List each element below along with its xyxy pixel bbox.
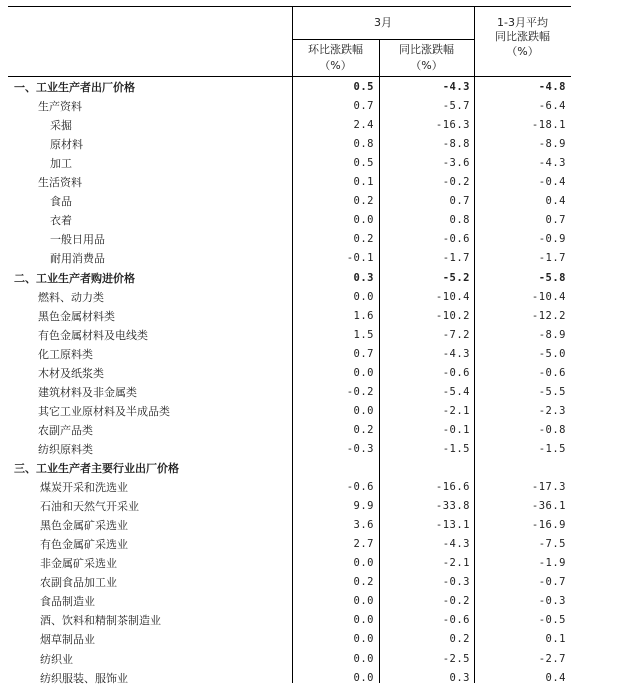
mom-value: 0.0: [353, 214, 374, 227]
table-row: [8, 669, 575, 688]
header-yoy: 同比涨跌幅: [399, 43, 454, 56]
avg-value: -0.5: [538, 614, 566, 627]
mom-value: 1.6: [353, 309, 374, 322]
yoy-value: -33.8: [435, 500, 470, 513]
yoy-value: -10.2: [435, 309, 470, 322]
mom-value: 0.0: [353, 671, 374, 684]
row-label: 一般日用品: [50, 233, 105, 247]
table-row: [8, 573, 575, 592]
avg-value: -5.0: [538, 347, 566, 360]
table-row: [8, 154, 575, 173]
table-row: [8, 459, 575, 478]
row-label: 化工原料类: [38, 347, 93, 361]
yoy-value: -1.5: [442, 442, 470, 455]
header-bottom-border: [8, 76, 571, 77]
table-row: [8, 288, 575, 307]
yoy-value: -2.5: [442, 652, 470, 665]
row-label: 其它工业原材料及半成品类: [38, 404, 170, 418]
yoy-value: -5.7: [442, 100, 470, 113]
mom-value: 0.8: [353, 138, 374, 151]
table-row: [8, 478, 575, 497]
yoy-value: 0.8: [449, 214, 470, 227]
yoy-value: -10.4: [435, 290, 470, 303]
mom-value: -0.6: [346, 481, 374, 494]
header-avg-unit: （%）: [506, 45, 539, 58]
table-row: [8, 554, 575, 573]
yoy-value: -2.1: [442, 557, 470, 570]
avg-value: -10.4: [531, 290, 566, 303]
row-label: 纺织业: [40, 652, 73, 666]
avg-value: -0.6: [538, 366, 566, 379]
avg-value: -0.7: [538, 576, 566, 589]
row-label: 纺织服装、服饰业: [40, 671, 128, 685]
mom-value: 0.0: [353, 557, 374, 570]
mom-value: 2.7: [353, 538, 374, 551]
table-row: [8, 211, 575, 230]
yoy-value: 0.7: [449, 195, 470, 208]
mom-value: 0.0: [353, 633, 374, 646]
row-label: 有色金属矿采选业: [40, 538, 128, 552]
avg-value: 0.4: [545, 195, 566, 208]
table-row: [8, 516, 575, 535]
table-row: [8, 97, 575, 116]
mom-value: 0.0: [353, 595, 374, 608]
row-label: 一、工业生产者出厂价格: [14, 81, 135, 94]
header-avg-line1: 1-3月平均: [497, 16, 548, 29]
row-label: 生产资料: [38, 100, 82, 114]
table-top-border: [8, 6, 571, 7]
mom-value: 0.3: [353, 271, 374, 284]
table-row: [8, 630, 575, 649]
mom-value: 0.5: [353, 157, 374, 170]
header-month: 3月: [374, 16, 392, 29]
row-label: 食品制造业: [40, 595, 95, 609]
row-label: 酒、饮料和精制茶制造业: [40, 614, 161, 628]
table-row: [8, 402, 575, 421]
row-label: 耐用消费品: [50, 252, 105, 266]
yoy-value: -8.8: [442, 138, 470, 151]
avg-value: -1.9: [538, 557, 566, 570]
avg-value: -4.8: [538, 81, 566, 93]
yoy-value: -0.1: [442, 423, 470, 436]
table-row: [8, 592, 575, 611]
yoy-value: -4.3: [442, 538, 470, 551]
mom-value: 1.5: [353, 328, 374, 341]
table-row: [8, 116, 575, 135]
avg-value: -0.3: [538, 595, 566, 608]
table-row: [8, 230, 575, 249]
mom-value: 0.7: [353, 347, 374, 360]
mom-value: -0.3: [346, 442, 374, 455]
mom-value: 0.1: [353, 176, 374, 189]
mom-value: 0.0: [353, 404, 374, 417]
table-row: [8, 192, 575, 211]
row-label: 原材料: [50, 138, 83, 152]
row-label: 非金属矿采选业: [40, 557, 117, 571]
row-label: 石油和天然气开采业: [40, 500, 139, 514]
avg-value: -6.4: [538, 100, 566, 113]
mom-value: 0.2: [353, 233, 374, 246]
yoy-value: -0.6: [442, 366, 470, 379]
mom-value: 0.2: [353, 195, 374, 208]
mom-value: 0.0: [353, 614, 374, 627]
avg-value: 0.1: [545, 633, 566, 646]
avg-value: -1.5: [538, 442, 566, 455]
avg-value: -4.3: [538, 157, 566, 170]
row-label: 建筑材料及非金属类: [38, 385, 137, 399]
yoy-value: -0.2: [442, 595, 470, 608]
mom-value: 0.5: [353, 81, 374, 93]
table-row: [8, 173, 575, 192]
avg-value: -8.9: [538, 328, 566, 341]
row-label: 煤炭开采和洗选业: [40, 481, 128, 495]
row-label: 农副产品类: [38, 423, 93, 437]
subheader-line: [292, 39, 474, 40]
row-label: 二、工业生产者购进价格: [14, 271, 135, 285]
row-label: 衣着: [50, 214, 72, 228]
table-row: [8, 364, 575, 383]
row-label: 农副食品加工业: [40, 576, 117, 590]
row-label: 木材及纸浆类: [38, 366, 104, 380]
avg-value: -2.3: [538, 404, 566, 417]
yoy-value: -0.3: [442, 576, 470, 589]
mom-value: 3.6: [353, 519, 374, 532]
row-label: 采掘: [50, 119, 72, 133]
avg-value: -5.8: [538, 271, 566, 284]
table-row: [8, 78, 575, 97]
header-mom-unit: （%）: [319, 59, 352, 72]
header-avg-line2: 同比涨跌幅: [495, 30, 550, 43]
mom-value: 9.9: [353, 500, 374, 513]
yoy-value: -4.3: [442, 81, 470, 93]
yoy-value: 0.3: [449, 671, 470, 684]
yoy-value: -5.2: [442, 271, 470, 284]
table-row: [8, 611, 575, 630]
avg-value: -36.1: [531, 500, 566, 513]
avg-value: -0.9: [538, 233, 566, 246]
avg-value: -16.9: [531, 519, 566, 532]
mom-value: 0.0: [353, 652, 374, 665]
yoy-value: -0.2: [442, 176, 470, 189]
row-label: 食品: [50, 195, 72, 209]
header-mom: 环比涨跌幅: [308, 43, 363, 56]
mom-value: -0.2: [346, 385, 374, 398]
avg-value: -17.3: [531, 481, 566, 494]
price-table: [8, 6, 575, 683]
avg-value: -8.9: [538, 138, 566, 151]
mom-value: -0.1: [346, 252, 374, 265]
avg-value: -0.8: [538, 423, 566, 436]
avg-value: -1.7: [538, 252, 566, 265]
table-row: [8, 383, 575, 402]
yoy-value: 0.2: [449, 633, 470, 646]
mom-value: 0.2: [353, 576, 374, 589]
yoy-value: -16.6: [435, 481, 470, 494]
avg-value: -0.4: [538, 176, 566, 189]
mom-value: 2.4: [353, 119, 374, 132]
row-label: 黑色金属材料类: [38, 309, 115, 323]
table-row: [8, 535, 575, 554]
yoy-value: -4.3: [442, 347, 470, 360]
avg-value: -5.5: [538, 385, 566, 398]
yoy-value: -3.6: [442, 157, 470, 170]
table-row: [8, 497, 575, 516]
table-row: [8, 650, 575, 669]
yoy-value: -5.4: [442, 385, 470, 398]
yoy-value: -0.6: [442, 614, 470, 627]
avg-value: -2.7: [538, 652, 566, 665]
table-row: [8, 326, 575, 345]
yoy-value: -2.1: [442, 404, 470, 417]
yoy-value: -0.6: [442, 233, 470, 246]
row-label: 有色金属材料及电线类: [38, 328, 148, 342]
avg-value: -18.1: [531, 119, 566, 132]
yoy-value: -13.1: [435, 519, 470, 532]
mom-value: 0.0: [353, 290, 374, 303]
mom-value: 0.7: [353, 100, 374, 113]
row-label: 三、工业生产者主要行业出厂价格: [14, 462, 179, 475]
table-row: [8, 345, 575, 364]
row-label: 加工: [50, 157, 72, 171]
avg-value: 0.7: [545, 214, 566, 227]
table-row: [8, 249, 575, 268]
table-row: [8, 440, 575, 459]
table-row: [8, 421, 575, 440]
table-row: [8, 307, 575, 326]
table-row: [8, 135, 575, 154]
yoy-value: -1.7: [442, 252, 470, 265]
row-label: 黑色金属矿采选业: [40, 519, 128, 533]
yoy-value: -7.2: [442, 328, 470, 341]
row-label: 燃料、动力类: [38, 290, 104, 304]
row-label: 烟草制品业: [40, 633, 95, 647]
mom-value: 0.0: [353, 366, 374, 379]
table-row: [8, 269, 575, 288]
avg-value: 0.4: [545, 671, 566, 684]
yoy-value: -16.3: [435, 119, 470, 132]
avg-value: -7.5: [538, 538, 566, 551]
row-label: 生活资料: [38, 176, 82, 190]
mom-value: 0.2: [353, 423, 374, 436]
row-label: 纺织原料类: [38, 442, 93, 456]
header-yoy-unit: （%）: [410, 59, 443, 72]
avg-value: -12.2: [531, 309, 566, 322]
